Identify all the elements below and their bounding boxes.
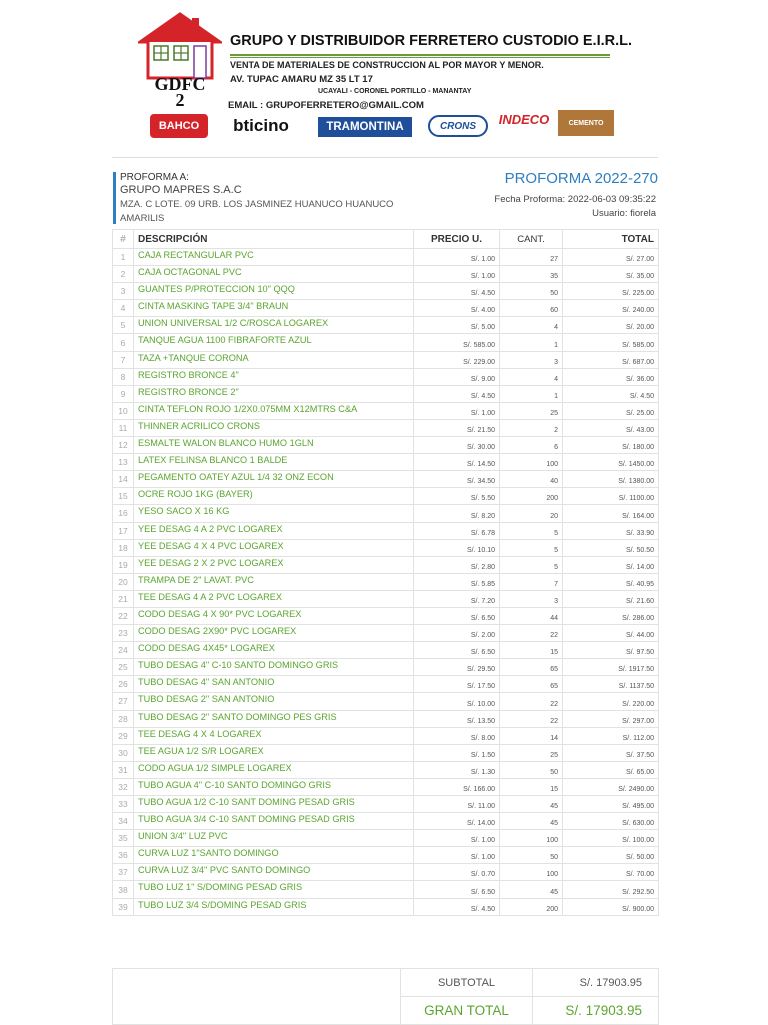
row-unit-price: S/. 1.30 [414,761,500,778]
table-row [113,642,659,659]
row-total: S/. 687.00 [563,351,659,368]
row-description: CURVA LUZ 3/4" PVC SANTO DOMINGO [134,864,414,881]
row-quantity: 5 [500,522,563,539]
row-description: TEE DESAG 4 A 2 PVC LOGAREX [134,590,414,607]
row-number: 36 [113,847,134,864]
col-total-header: TOTAL [563,230,659,249]
row-description: CODO DESAG 4 X 90* PVC LOGAREX [134,607,414,624]
row-number: 1 [113,249,134,266]
company-name: GRUPO Y DISTRIBUIDOR FERRETERO CUSTODIO E.I.R.L. [230,33,633,49]
row-total: S/. 27.00 [563,249,659,266]
row-unit-price: S/. 8.00 [414,727,500,744]
table-row [113,539,659,556]
brand-bahco: BAHCO [150,114,208,138]
client-name: GRUPO MAPRES S.A.C [120,184,242,196]
row-unit-price: S/. 2.80 [414,556,500,573]
company-tagline: VENTA DE MATERIALES DE CONSTRUCCION AL POR MAYOR Y MENOR. [230,60,544,70]
row-quantity: 65 [500,676,563,693]
header-divider [230,54,610,56]
table-row [113,488,659,505]
row-unit-price: S/. 29.50 [414,659,500,676]
row-total: S/. 1100.00 [563,488,659,505]
table-row [113,419,659,436]
row-total: S/. 43.00 [563,419,659,436]
subtotal-label: SUBTOTAL [401,969,533,997]
table-row [113,317,659,334]
table-row [113,881,659,898]
client-accent-bar [113,172,116,224]
row-total: S/. 70.00 [563,864,659,881]
row-quantity: 25 [500,402,563,419]
row-unit-price: S/. 21.50 [414,419,500,436]
row-description: TEE DESAG 4 X 4 LOGAREX [134,727,414,744]
row-number: 39 [113,898,134,915]
row-unit-price: S/. 9.00 [414,368,500,385]
row-number: 28 [113,710,134,727]
row-number: 38 [113,881,134,898]
row-number: 2 [113,266,134,283]
row-total: S/. 100.00 [563,830,659,847]
row-quantity: 35 [500,266,563,283]
row-description: YEE DESAG 2 X 2 PVC LOGAREX [134,556,414,573]
row-number: 9 [113,385,134,402]
client-label: PROFORMA A: [120,172,189,183]
row-number: 5 [113,317,134,334]
row-unit-price: S/. 13.50 [414,710,500,727]
table-row [113,607,659,624]
row-quantity: 22 [500,693,563,710]
row-quantity: 44 [500,607,563,624]
row-unit-price: S/. 6.50 [414,881,500,898]
row-description: TUBO DESAG 4" SAN ANTONIO [134,676,414,693]
col-desc-header: DESCRIPCIÓN [134,230,414,249]
col-num-header: # [113,230,134,249]
row-quantity: 2 [500,419,563,436]
table-row [113,368,659,385]
company-address: AV. TUPAC AMARU MZ 35 LT 17 [230,74,373,85]
table-row [113,778,659,795]
row-number: 4 [113,300,134,317]
row-description: GUANTES P/PROTECCION 10" QQQ [134,283,414,300]
row-quantity: 200 [500,488,563,505]
row-unit-price: S/. 166.00 [414,778,500,795]
row-description: YESO SACO X 16 KG [134,505,414,522]
row-total: S/. 2490.00 [563,778,659,795]
table-row [113,471,659,488]
row-number: 27 [113,693,134,710]
row-unit-price: S/. 4.50 [414,283,500,300]
row-quantity: 100 [500,830,563,847]
row-total: S/. 44.00 [563,625,659,642]
row-unit-price: S/. 0.70 [414,864,500,881]
row-description: THINNER ACRILICO CRONS [134,419,414,436]
grand-total-value: S/. 17903.95 [533,997,659,1025]
table-row [113,847,659,864]
row-unit-price: S/. 1.00 [414,847,500,864]
totals-spacer [113,969,401,1025]
table-row [113,556,659,573]
row-description: TUBO AGUA 4" C-10 SANTO DOMINGO GRIS [134,778,414,795]
row-unit-price: S/. 14.50 [414,454,500,471]
row-unit-price: S/. 585.00 [414,334,500,351]
row-description: OCRE ROJO 1KG (BAYER) [134,488,414,505]
row-description: LATEX FELINSA BLANCO 1 BALDE [134,454,414,471]
row-description: TUBO LUZ 1" S/DOMING PESAD GRIS [134,881,414,898]
row-unit-price: S/. 10.00 [414,693,500,710]
row-number: 21 [113,590,134,607]
row-number: 29 [113,727,134,744]
row-description: CODO AGUA 1/2 SIMPLE LOGAREX [134,761,414,778]
row-number: 12 [113,437,134,454]
row-quantity: 15 [500,642,563,659]
brand-indeco: INDECO [498,111,550,127]
table-row [113,454,659,471]
row-description: TUBO AGUA 1/2 C-10 SANT DOMING PESAD GRIS [134,796,414,813]
row-total: S/. 4.50 [563,385,659,402]
client-address: MZA. C LOTE. 09 URB. LOS JASMINEZ HUANUCO HUANUCO AMARILIS [120,199,394,224]
house-logo-icon [138,12,222,80]
col-price-header: PRECIO U. [414,230,500,249]
row-quantity: 200 [500,898,563,915]
row-number: 37 [113,864,134,881]
row-unit-price: S/. 229.00 [414,351,500,368]
row-total: S/. 286.00 [563,607,659,624]
row-quantity: 20 [500,505,563,522]
brand-crons: CRONS [428,115,488,137]
row-total: S/. 33.90 [563,522,659,539]
row-description: CAJA RECTANGULAR PVC [134,249,414,266]
row-description: TRAMPA DE 2" LAVAT. PVC [134,573,414,590]
row-description: YEE DESAG 4 X 4 PVC LOGAREX [134,539,414,556]
row-unit-price: S/. 34.50 [414,471,500,488]
row-quantity: 5 [500,539,563,556]
row-quantity: 15 [500,778,563,795]
row-description: CINTA MASKING TAPE 3/4" BRAUN [134,300,414,317]
table-row [113,334,659,351]
table-row [113,744,659,761]
row-description: TAZA +TANQUE CORONA [134,351,414,368]
row-total: S/. 220.00 [563,693,659,710]
brand-bticino: bticino [233,116,289,135]
row-quantity: 22 [500,625,563,642]
company-header [0,0,768,150]
row-description: TUBO LUZ 3/4 S/DOMING PESAD GRIS [134,898,414,915]
row-total: S/. 65.00 [563,761,659,778]
row-number: 30 [113,744,134,761]
table-row [113,300,659,317]
row-total: S/. 97.50 [563,642,659,659]
row-unit-price: S/. 5.00 [414,317,500,334]
table-row [113,864,659,881]
table-row [113,402,659,419]
row-description: REGISTRO BRONCE 2" [134,385,414,402]
row-total: S/. 180.00 [563,437,659,454]
row-total: S/. 630.00 [563,813,659,830]
row-total: S/. 40.95 [563,573,659,590]
row-unit-price: S/. 6.50 [414,642,500,659]
row-total: S/. 900.00 [563,898,659,915]
brand-cemento: CEMENTO [558,110,614,136]
row-quantity: 1 [500,385,563,402]
row-total: S/. 292.50 [563,881,659,898]
grand-total-label: GRAN TOTAL [401,997,533,1025]
row-description: TUBO DESAG 4" C-10 SANTO DOMINGO GRIS [134,659,414,676]
row-description: PEGAMENTO OATEY AZUL 1/4 32 ONZ ECON [134,471,414,488]
row-description: ESMALTE WALON BLANCO HUMO 1GLN [134,437,414,454]
proforma-title: PROFORMA 2022-270 [504,170,658,187]
row-total: S/. 35.00 [563,266,659,283]
row-unit-price: S/. 17.50 [414,676,500,693]
row-quantity: 65 [500,659,563,676]
row-unit-price: S/. 7.20 [414,590,500,607]
row-description: TUBO AGUA 3/4 C-10 SANT DOMING PESAD GRIS [134,813,414,830]
row-number: 14 [113,471,134,488]
row-description: CODO DESAG 2X90* PVC LOGAREX [134,625,414,642]
table-row [113,761,659,778]
row-quantity: 40 [500,471,563,488]
table-row [113,898,659,915]
row-description: REGISTRO BRONCE 4" [134,368,414,385]
row-total: S/. 240.00 [563,300,659,317]
row-unit-price: S/. 1.00 [414,402,500,419]
row-number: 13 [113,454,134,471]
row-number: 8 [113,368,134,385]
table-row [113,659,659,676]
row-number: 24 [113,642,134,659]
row-total: S/. 14.00 [563,556,659,573]
table-row [113,573,659,590]
items-table [112,229,659,916]
company-location: UCAYALI - CORONEL PORTILLO - MANANTAY [318,88,472,95]
row-number: 3 [113,283,134,300]
row-unit-price: S/. 4.50 [414,898,500,915]
row-number: 19 [113,556,134,573]
row-unit-price: S/. 30.00 [414,437,500,454]
row-number: 6 [113,334,134,351]
row-description: CURVA LUZ 1"SANTO DOMINGO [134,847,414,864]
row-unit-price: S/. 8.20 [414,505,500,522]
row-total: S/. 225.00 [563,283,659,300]
row-quantity: 3 [500,351,563,368]
table-row [113,522,659,539]
row-quantity: 5 [500,556,563,573]
table-row [113,351,659,368]
row-number: 16 [113,505,134,522]
row-quantity: 45 [500,881,563,898]
row-unit-price: S/. 5.50 [414,488,500,505]
row-description: TANQUE AGUA 1100 FIBRAFORTE AZUL [134,334,414,351]
row-total: S/. 297.00 [563,710,659,727]
proforma-user: Usuario: fiorela [592,208,656,219]
row-quantity: 3 [500,590,563,607]
col-qty-header: CANT. [500,230,563,249]
row-quantity: 1 [500,334,563,351]
row-number: 17 [113,522,134,539]
row-total: S/. 36.00 [563,368,659,385]
row-description: TUBO DESAG 2" SANTO DOMINGO PES GRIS [134,710,414,727]
row-unit-price: S/. 1.00 [414,830,500,847]
row-total: S/. 25.00 [563,402,659,419]
row-quantity: 25 [500,744,563,761]
row-description: UNION UNIVERSAL 1/2 C/ROSCA LOGAREX [134,317,414,334]
row-quantity: 7 [500,573,563,590]
row-unit-price: S/. 6.78 [414,522,500,539]
row-unit-price: S/. 11.00 [414,796,500,813]
table-row [113,710,659,727]
row-description: TUBO DESAG 2" SAN ANTONIO [134,693,414,710]
row-description: CAJA OCTAGONAL PVC [134,266,414,283]
row-total: S/. 495.00 [563,796,659,813]
row-description: YEE DESAG 4 A 2 PVC LOGAREX [134,522,414,539]
row-quantity: 50 [500,847,563,864]
row-number: 32 [113,778,134,795]
row-unit-price: S/. 4.00 [414,300,500,317]
row-total: S/. 1380.00 [563,471,659,488]
header-divider-thin [230,57,610,58]
row-number: 31 [113,761,134,778]
table-row [113,830,659,847]
row-total: S/. 1917.50 [563,659,659,676]
table-row [113,693,659,710]
company-email: EMAIL : GRUPOFERRETERO@GMAIL.COM [228,100,424,111]
table-row [113,727,659,744]
logo-text: GDFC 2 [154,74,206,110]
row-quantity: 22 [500,710,563,727]
row-number: 33 [113,796,134,813]
row-total: S/. 37.50 [563,744,659,761]
table-row [113,266,659,283]
row-number: 22 [113,607,134,624]
row-number: 25 [113,659,134,676]
table-row [113,813,659,830]
row-quantity: 50 [500,283,563,300]
row-quantity: 50 [500,761,563,778]
row-total: S/. 20.00 [563,317,659,334]
row-number: 15 [113,488,134,505]
row-number: 7 [113,351,134,368]
table-header-row [113,230,659,249]
row-unit-price: S/. 4.50 [414,385,500,402]
row-quantity: 4 [500,368,563,385]
row-description: UNION 3/4" LUZ PVC [134,830,414,847]
row-quantity: 4 [500,317,563,334]
row-total: S/. 50.50 [563,539,659,556]
row-unit-price: S/. 1.00 [414,249,500,266]
row-total: S/. 1137.50 [563,676,659,693]
row-total: S/. 112.00 [563,727,659,744]
row-unit-price: S/. 1.50 [414,744,500,761]
proforma-date: Fecha Proforma: 2022-06-03 09:35:22 [494,194,656,205]
row-quantity: 45 [500,813,563,830]
row-unit-price: S/. 1.00 [414,266,500,283]
row-unit-price: S/. 6.50 [414,607,500,624]
row-unit-price: S/. 10.10 [414,539,500,556]
table-row [113,796,659,813]
row-number: 34 [113,813,134,830]
table-row [113,590,659,607]
row-quantity: 45 [500,796,563,813]
row-total: S/. 50.00 [563,847,659,864]
table-row [113,676,659,693]
row-quantity: 14 [500,727,563,744]
row-description: CODO DESAG 4X45* LOGAREX [134,642,414,659]
row-number: 23 [113,625,134,642]
row-number: 20 [113,573,134,590]
row-description: CINTA TEFLON ROJO 1/2X0.075MM X12MTRS C&A [134,402,414,419]
row-total: S/. 585.00 [563,334,659,351]
row-quantity: 100 [500,454,563,471]
row-number: 26 [113,676,134,693]
row-total: S/. 21.60 [563,590,659,607]
row-total: S/. 1450.00 [563,454,659,471]
row-number: 11 [113,419,134,436]
row-number: 35 [113,830,134,847]
table-row [113,283,659,300]
row-quantity: 100 [500,864,563,881]
row-description: TEE AGUA 1/2 S/R LOGAREX [134,744,414,761]
row-quantity: 27 [500,249,563,266]
top-divider [112,157,658,158]
row-number: 10 [113,402,134,419]
table-row [113,505,659,522]
table-row [113,385,659,402]
table-row [113,249,659,266]
subtotal-row [113,969,659,997]
row-number: 18 [113,539,134,556]
row-quantity: 6 [500,437,563,454]
row-unit-price: S/. 2.00 [414,625,500,642]
totals-table [112,968,659,1025]
row-unit-price: S/. 14.00 [414,813,500,830]
row-unit-price: S/. 5.85 [414,573,500,590]
row-quantity: 60 [500,300,563,317]
row-total: S/. 164.00 [563,505,659,522]
table-row [113,625,659,642]
table-row [113,437,659,454]
brand-tramontina: TRAMONTINA [318,117,412,137]
subtotal-value: S/. 17903.95 [533,969,659,997]
